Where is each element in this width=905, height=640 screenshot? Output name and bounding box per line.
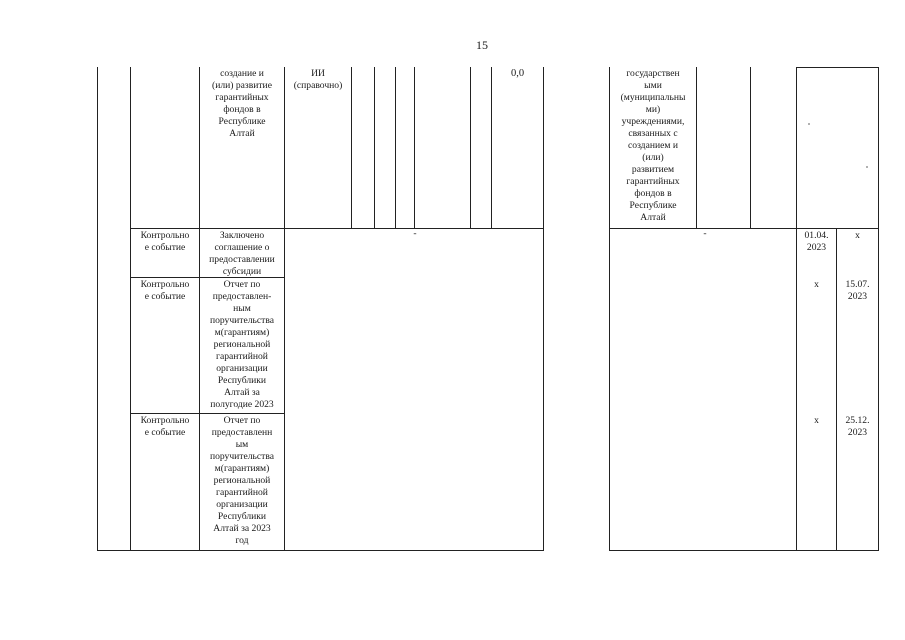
end-date-cell: 15.07. 2023: [845, 279, 870, 302]
dash-cell: -: [703, 228, 707, 239]
start-date-cell: х: [814, 415, 819, 426]
event-type-cell: Контрольно е событие: [140, 230, 190, 253]
table-line: [130, 228, 543, 229]
table-line: [351, 67, 352, 228]
value-cell: 0,0: [510, 68, 525, 79]
table-line: [414, 67, 415, 228]
start-date-cell: х: [814, 279, 819, 290]
event-name-cell: Отчет по предоставленн ым поручительства м(гарантиям) региональной гарантийной организации Республики Алтай за 2023 год: [209, 415, 275, 546]
table-line: [543, 67, 544, 551]
end-date-cell: 25.12. 2023: [845, 415, 870, 438]
table-line: [609, 550, 878, 551]
event-type-cell: Контрольно е событие: [140, 279, 190, 302]
table-line: [750, 67, 751, 228]
table-line: [696, 67, 697, 228]
table-line: [284, 67, 285, 551]
table-line: [836, 228, 837, 551]
dash-cell: -: [413, 228, 417, 239]
recipient-desc-cell: государствен ыми (муниципальны ми) учреждениями, связанных с созданием и (или) развитием гарантийных фондов в Республике Алтай: [620, 68, 686, 223]
table-line: [130, 67, 131, 551]
table-line: [796, 67, 797, 551]
table-line: [97, 550, 543, 551]
table-line: [130, 413, 284, 414]
start-date-cell: 01.04. 2023: [804, 230, 829, 253]
event-name-cell: Отчет по предоставлен‑ ным поручительства м(гарантиям) региональной гарантийной организации Республики Алтай за полугодие 2023: [209, 279, 275, 410]
table-line: [609, 228, 878, 229]
scan-speck: [866, 166, 868, 168]
end-date-cell: х: [855, 230, 860, 241]
table-line: [97, 67, 98, 551]
table-line: [374, 67, 375, 228]
table-line: [491, 67, 492, 228]
event-type-cell: Контрольно е событие: [140, 415, 190, 438]
page-number: 15: [476, 38, 488, 52]
measure-name-cell: создание и (или) развитие гарантийных фондов в Республике Алтай: [212, 68, 272, 139]
table-line: [878, 67, 879, 551]
funding-source-cell: ИИ (справочно): [293, 68, 343, 91]
table-line: [395, 67, 396, 228]
event-name-cell: Заключено соглашение о предоставлении субсидии: [209, 230, 275, 277]
table-line: [796, 67, 878, 68]
scan-speck: [808, 123, 810, 125]
table-line: [470, 67, 471, 228]
